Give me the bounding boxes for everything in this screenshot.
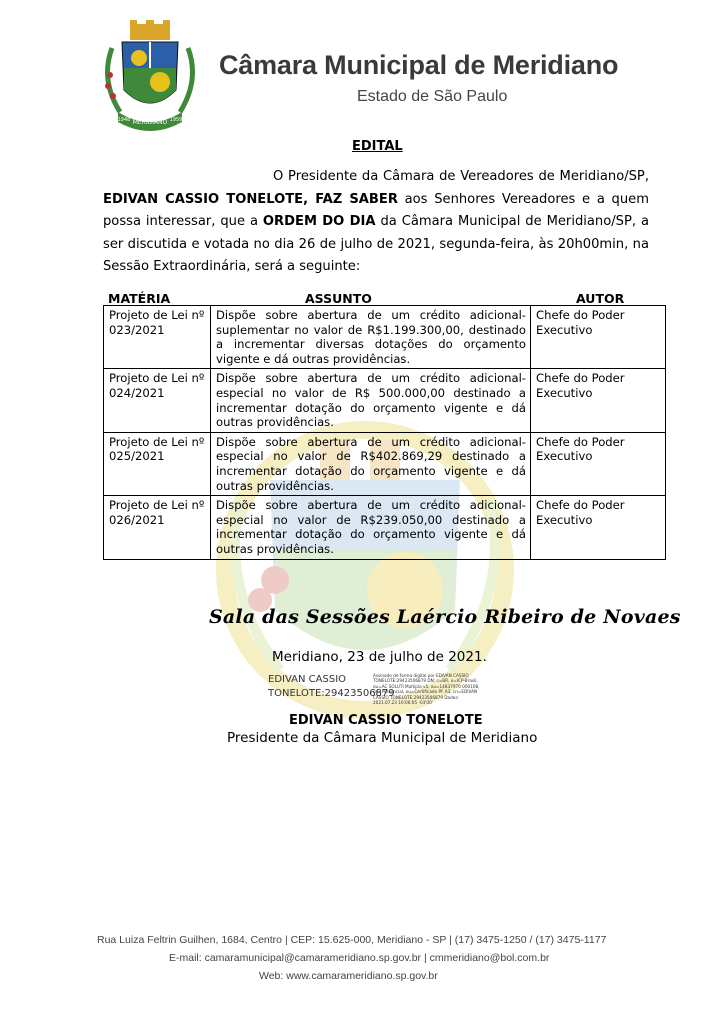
autor-cell: Chefe do Poder Executivo [531, 432, 666, 495]
table-row [104, 369, 666, 432]
digital-signature-details: Assinado de forma digital por EDIVAN CASSIO TONELOTE:29423506879 DN: c=BR, o=ICP-Brasil, ou=AC SOLUTI Multipla v5, ou=14837970 000108, ou=Presencial, ou=Certificado PF A3, cn=EDIVAN CASSIO TONELOTE:29423506879 Dados: 2021.07.23 16:06:05 -03'00' [373, 673, 480, 706]
org-name: Câmara Municipal de Meridiano [219, 50, 619, 80]
table-row [104, 432, 666, 495]
ordem-do-dia: ORDEM DO DIA [262, 214, 376, 230]
president-name: EDIVAN CASSIO TONELOTE, FAZ SABER [103, 191, 398, 207]
edital-intro [103, 166, 649, 279]
session-name: Sala das Sessões Laércio Ribeiro de Novaes [209, 606, 681, 628]
assunto-cell: Dispõe sobre abertura de um crédito adicional-especial no valor de R$402.869,29 destinado a incrementar dotação do orçamento vigente e dá outras providências. [211, 432, 531, 495]
intro-text-1: O Presidente da Câmara de Vereadores de Meridiano/SP, [273, 169, 649, 184]
column-header-autor: AUTOR [576, 291, 625, 306]
table-row [104, 496, 666, 559]
autor-cell: Chefe do Poder Executivo [531, 306, 666, 369]
materia-cell: Projeto de Lei nº 023/2021 [104, 306, 211, 369]
assunto-cell: Dispõe sobre abertura de um crédito adicional-especial no valor de R$ 500.000,00 destinado a incrementar dotação do orçamento vigente e dá outras providências. [211, 369, 531, 432]
digital-signature-name: EDIVAN CASSIO TONELOTE:29423506879 [268, 674, 395, 699]
date-line: Meridiano, 23 de julho de 2021. [272, 649, 487, 665]
autor-cell: Chefe do Poder Executivo [531, 369, 666, 432]
signer-title: Presidente da Câmara Municipal de Meridiano [227, 730, 538, 746]
assunto-cell: Dispõe sobre abertura de um crédito adicional-suplementar no valor de R$1.199.300,00, destinado a incrementar diversas dotações do orçamento vigente e dá outras providências. [211, 306, 531, 369]
materia-cell: Projeto de Lei nº 026/2021 [104, 496, 211, 559]
autor-cell: Chefe do Poder Executivo [531, 496, 666, 559]
edital-title: EDITAL [352, 139, 403, 154]
intro-text-3: da Câmara Municipal de Meridiano/SP, a ser discutida e votada no dia 26 de julho de 2021, segunda-feira, às 20h00min, na Sessão Extraordinária, será a seguinte: [103, 214, 649, 275]
agenda-table [103, 305, 666, 560]
assunto-cell: Dispõe sobre abertura de um crédito adicional-especial no valor de R$239.050,00 destinado a incrementar dotação do orçamento vigente e dá outras providências. [211, 496, 531, 559]
crest-banner-text: MERIDIANO [132, 119, 168, 126]
org-state: Estado de São Paulo [357, 88, 508, 105]
materia-cell: Projeto de Lei nº 024/2021 [104, 369, 211, 432]
footer-address: Rua Luiza Feltrin Guilhen, 1684, Centro | CEP: 15.625-000, Meridiano - SP | (17) 3475-1250 / (17) 3475-1177 [97, 934, 607, 946]
signer-name: EDIVAN CASSIO TONELOTE [289, 713, 483, 728]
footer-web: Web: www.camarameridiano.sp.gov.br [259, 970, 438, 982]
materia-cell: Projeto de Lei nº 025/2021 [104, 432, 211, 495]
crest-year-right: 1959 [169, 117, 183, 123]
crest-logo [98, 20, 202, 132]
crest-year-left: 1948 [117, 117, 131, 123]
table-row [104, 306, 666, 369]
footer-email: E-mail: camaramunicipal@camarameridiano.sp.gov.br | cmmeridiano@bol.com.br [169, 952, 550, 964]
column-header-assunto: ASSUNTO [305, 291, 372, 306]
intro-text-2: aos Senhores Vereadores e a quem possa interessar, que a [103, 191, 649, 230]
column-header-materia: MATÉRIA [108, 291, 171, 306]
